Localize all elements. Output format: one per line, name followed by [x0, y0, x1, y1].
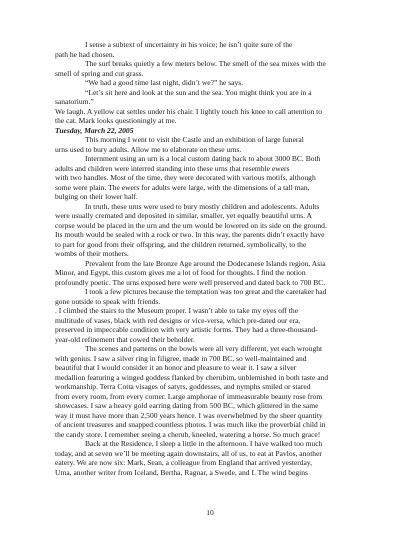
text-line: urns used to bury adults. Allow me to elaborate on these urns.	[55, 144, 242, 154]
text-line: “We had a good time last night, didn’t we?” he says.	[85, 78, 244, 87]
text-line: way it must have more than 2,500 years hence. I was overwhelmed by the sheer quantity	[55, 410, 323, 420]
text-line: In truth, these urns were used to bury mostly children and adolescents. Adults	[85, 201, 320, 211]
page-number: 10	[206, 508, 214, 517]
text-line: I sense a subtext of uncertainty in his voice; he isn’t quite sure of the	[85, 40, 293, 49]
text-line: bulging on their lower half.	[55, 192, 138, 201]
text-line: path he had chosen.	[55, 49, 115, 59]
text-line: gone outside to speak with friends.	[55, 296, 161, 306]
text-line: Prevalent from the late Bronze Age around the Dodecanese Islands region, Asia	[85, 258, 326, 268]
text-line: Minor, and Egypt, this custom gives me a lot of food for thoughts. I find the notion	[55, 268, 306, 277]
text-line: the candy store. I remember seeing a cherub, kneeled, watering a horse. So much grace!	[55, 429, 321, 439]
text-line: This morning I went to visit the Castle and an exhibition of large funeral	[85, 135, 304, 144]
entry-date-heading: Tuesday, March 22, 2005	[55, 125, 134, 135]
text-line: smell of spring and cut grass.	[55, 68, 144, 78]
text-line: sanatorium.”	[55, 97, 94, 106]
text-line: workmanship. Terra Cotta visages of satyrs, goddesses, and nymphs smiled or stared	[55, 382, 311, 391]
text-line: medallion featuring a winged goddess flanked by cherubim, unblemished in both taste and	[55, 372, 329, 382]
text-line: Uma, another writer from Iceland, Bertha, Ragnar, a Swede, and I. The wind begins	[55, 467, 308, 477]
text-line: “Let’s sit here and look at the sun and the sea. You might think you are in a	[85, 87, 312, 97]
text-line: showcases. I saw a heavy gold earring dating from 500 BC, which glittered in the same	[55, 401, 319, 410]
text-line: some were plain. The ewers for adults were large, with the dimensions of a tall man,	[55, 182, 310, 192]
text-line: adults and children were interred standing into these urns that resemble ewers	[55, 163, 290, 173]
text-line: We laugh. A yellow cat settles under his chair. I lightly touch his knee to call attention to	[55, 106, 323, 116]
text-line: eatery. We are now six: Mark, Sean, a colleague from England that arrived yesterday,	[55, 458, 313, 467]
text-line: Internment using an urn is a local custom dating back to about 3000 BC. Both	[85, 154, 321, 163]
text-line: were usually cremated and deposited in similar, smaller, yet equally beautiful urns. A	[55, 211, 312, 220]
text-line: today, and at seven we’ll be meeting again downstairs, all of us, to eat at Pavlos, another	[55, 448, 322, 458]
text-line: from every room, from every corner. Large amphorae of immeasurable beauty rose from	[55, 391, 323, 401]
text-line: of ancient treasures and snapped countless photos. I was much like the proverbial child in	[55, 420, 326, 429]
text-line: . I climbed the stairs to the Museum proper. I wasn’t able to take my eyes off the	[55, 306, 299, 315]
text-line: with two handles. Most of the time, they were decorated with various motifs, although	[55, 173, 316, 182]
text-line: multitude of vases, black with red designs or vice-versa, which pre-dated our era,	[55, 315, 301, 325]
text-line: year-old refinement that cowed their beholder.	[55, 334, 195, 344]
text-line: The scenes and patterns on the bowls were all very different, yet each wrought	[85, 344, 323, 353]
text-line: beautiful that I would consider it an honor and pleasure to wear it. I saw a silver	[55, 363, 297, 372]
text-line: corpse would be placed in the urn and the urn would be lowered on its side on the ground.	[55, 220, 327, 230]
text-line: profoundly poetic. The urns exposed here were well preserved and dated back to 700 BC.	[55, 277, 326, 287]
text-line: I took a few pictures because the temptation was too great and the caretaker had	[85, 287, 327, 296]
body-text	[55, 40, 368, 477]
text-line: Back at the Residence, I sleep a little in the afternoon. I have walked too much	[85, 439, 323, 448]
text-line: Its mouth would be sealed with a rock or two. In this way, the parents didn’t exactly have	[55, 230, 325, 239]
text-line: The surf breaks quietly a few meters below. The smell of the sea mixes with the	[85, 59, 326, 68]
text-line: the cat. Mark looks questioningly at me.	[55, 116, 177, 125]
text-line: to part for good from their offspring, and the children returned, symbolically, to the	[55, 239, 307, 249]
text-line: with genius. I saw a silver ring in filigree, made in 700 BC, so well-maintained and	[55, 353, 307, 363]
text-line: wombs of their mothers.	[55, 249, 129, 258]
text-line: preserved in impeccable condition with very artistic forms. They had a three-thousand-	[55, 325, 318, 334]
